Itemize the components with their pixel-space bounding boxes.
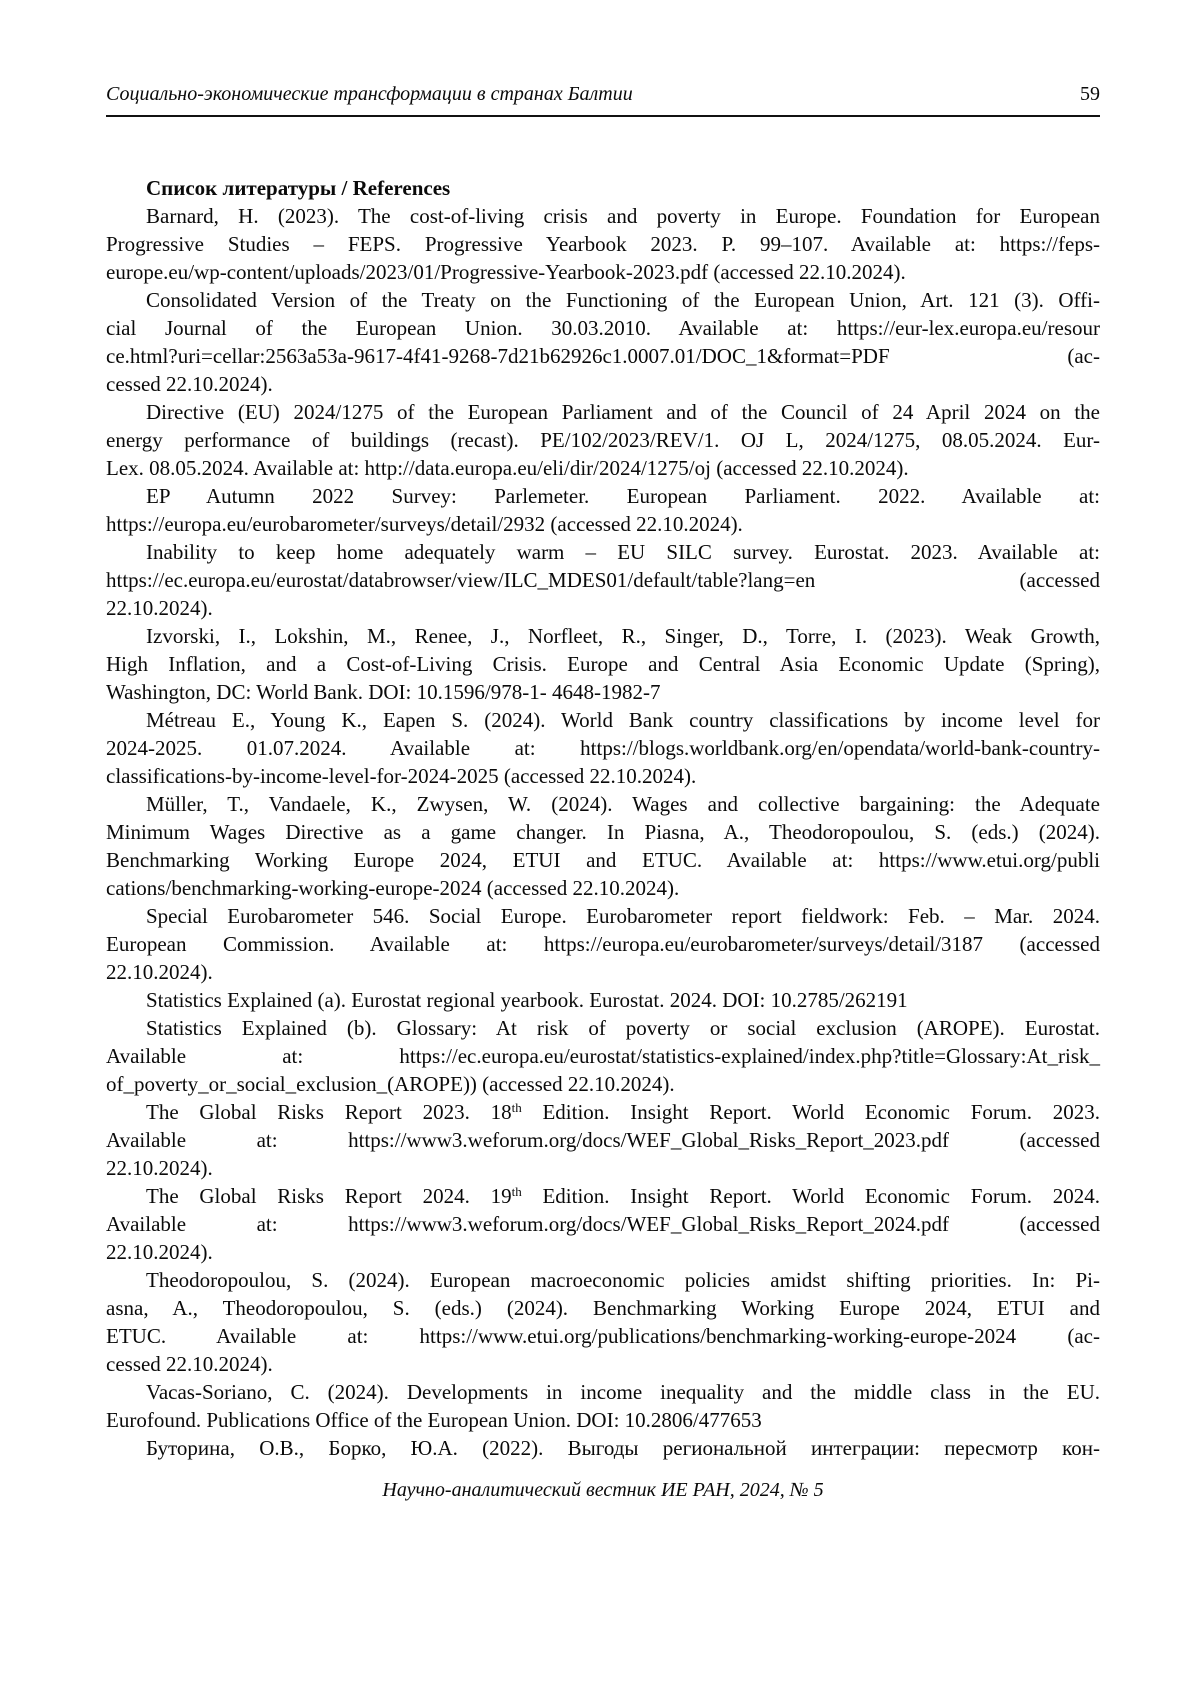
reference-text: Eurofound. Publications Office of the European Union. DOI: 10.2806/477653 xyxy=(106,1408,762,1432)
journal-title: Научно-аналитический вестник ИЕ РАН, 2024, № 5 xyxy=(382,1479,824,1501)
reference-line xyxy=(106,790,1100,818)
reference-text: Special Eurobarometer 546. Social Europe. Eurobarometer report fieldwork: Feb. – Mar. 2024. xyxy=(146,904,1100,928)
reference-text: ETUC. Available at: https://www.etui.org/publications/benchmarking-working-europe-2024 (ac- xyxy=(106,1324,1100,1348)
reference-text: Benchmarking Working Europe 2024, ETUI and ETUC. Available at: https://www.etui.org/publi xyxy=(106,848,1100,872)
reference-text: The Global Risks Report 2024. 19 xyxy=(146,1184,512,1208)
reference-text: 22.10.2024). xyxy=(106,1240,213,1264)
reference-line xyxy=(106,1322,1100,1350)
reference-line xyxy=(106,958,1100,986)
reference-line xyxy=(106,1126,1100,1154)
reference-text: Métreau E., Young K., Eapen S. (2024). World Bank country classifications by income level for xyxy=(146,708,1100,732)
reference-text: Edition. Insight Report. World Economic Forum. 2023. xyxy=(521,1100,1100,1124)
reference-line xyxy=(106,342,1100,370)
reference-line xyxy=(106,930,1100,958)
reference-text: asna, A., Theodoropoulou, S. (eds.) (2024). Benchmarking Working Europe 2024, ETUI and xyxy=(106,1296,1100,1320)
reference-text: cial Journal of the European Union. 30.03.2010. Available at: https://eur-lex.europa.eu/resour xyxy=(106,316,1100,340)
reference-line xyxy=(106,1098,1100,1126)
reference-line xyxy=(106,1014,1100,1042)
page-number: 59 xyxy=(1080,83,1100,105)
superscript-text: th xyxy=(511,1184,522,1199)
reference-text: europe.eu/wp-content/uploads/2023/01/Progressive-Yearbook-2023.pdf (accessed 22.10.2024). xyxy=(106,260,906,284)
reference-line xyxy=(106,1434,1100,1462)
reference-text: Theodoropoulou, S. (2024). European macroeconomic policies amidst shifting priorities. In: Pi- xyxy=(146,1268,1100,1292)
reference-text: Inability to keep home adequately warm – EU SILC survey. Eurostat. 2023. Available at: xyxy=(146,540,1100,564)
reference-item xyxy=(106,902,1100,986)
reference-line xyxy=(106,538,1100,566)
reference-text: 22.10.2024). xyxy=(106,960,213,984)
reference-text: cessed 22.10.2024). xyxy=(106,1352,273,1376)
reference-text: Müller, T., Vandaele, K., Zwysen, W. (2024). Wages and collective bargaining: the Adequate xyxy=(146,792,1100,816)
reference-text: Barnard, H. (2023). The cost-of-living crisis and poverty in Europe. Foundation for European xyxy=(146,204,1100,228)
reference-line xyxy=(106,594,1100,622)
reference-line xyxy=(106,986,1100,1014)
references-list xyxy=(106,202,1100,1462)
reference-line xyxy=(106,398,1100,426)
reference-text: Directive (EU) 2024/1275 of the European Parliament and of the Council of 24 April 2024 on the xyxy=(146,400,1100,424)
reference-text: Edition. Insight Report. World Economic Forum. 2024. xyxy=(521,1184,1100,1208)
reference-text: Consolidated Version of the Treaty on the Functioning of the European Union, Art. 121 (3). Offi- xyxy=(146,288,1100,312)
reference-line xyxy=(106,1238,1100,1266)
reference-text: 2024-2025. 01.07.2024. Available at: https://blogs.worldbank.org/en/opendata/world-bank-country- xyxy=(106,736,1100,760)
reference-item xyxy=(106,538,1100,622)
reference-text: of_poverty_or_social_exclusion_(AROPE)) (accessed 22.10.2024). xyxy=(106,1072,675,1096)
reference-text: High Inflation, and a Cost-of-Living Crisis. Europe and Central Asia Economic Update (Spring), xyxy=(106,652,1100,676)
reference-item xyxy=(106,790,1100,902)
reference-line xyxy=(106,650,1100,678)
reference-line xyxy=(106,622,1100,650)
running-header xyxy=(106,82,1100,106)
page-body xyxy=(106,174,1100,1462)
reference-line xyxy=(106,902,1100,930)
reference-text: Izvorski, I., Lokshin, M., Renee, J., Norfleet, R., Singer, D., Torre, I. (2023). Weak Growth, xyxy=(146,624,1100,648)
reference-line xyxy=(106,1266,1100,1294)
reference-line xyxy=(106,482,1100,510)
reference-item xyxy=(106,1182,1100,1266)
reference-text: cations/benchmarking-working-europe-2024 (accessed 22.10.2024). xyxy=(106,876,680,900)
reference-line xyxy=(106,1294,1100,1322)
reference-text: https://ec.europa.eu/eurostat/databrowser/view/ILC_MDES01/default/table?lang=en (accessed xyxy=(106,568,1100,592)
reference-line xyxy=(106,370,1100,398)
reference-line xyxy=(106,202,1100,230)
reference-line xyxy=(106,1210,1100,1238)
reference-text: Progressive Studies – FEPS. Progressive Yearbook 2023. P. 99–107. Available at: https://feps- xyxy=(106,232,1100,256)
reference-text: Available at: https://ec.europa.eu/eurostat/statistics-explained/index.php?title=Glossary:At_risk_ xyxy=(106,1044,1100,1068)
reference-item xyxy=(106,1014,1100,1098)
reference-line xyxy=(106,1042,1100,1070)
reference-text: EP Autumn 2022 Survey: Parlemeter. European Parliament. 2022. Available at: xyxy=(146,484,1100,508)
reference-line xyxy=(106,818,1100,846)
reference-line xyxy=(106,314,1100,342)
reference-item xyxy=(106,482,1100,538)
reference-text: Available at: https://www3.weforum.org/docs/WEF_Global_Risks_Report_2023.pdf (accessed xyxy=(106,1128,1100,1152)
reference-line xyxy=(106,1350,1100,1378)
reference-text: Minimum Wages Directive as a game changer. In Piasna, A., Theodoropoulou, S. (eds.) (2024). xyxy=(106,820,1100,844)
reference-text: Statistics Explained (b). Glossary: At risk of poverty or social exclusion (AROPE). Eurostat. xyxy=(146,1016,1100,1040)
reference-text: 22.10.2024). xyxy=(106,596,213,620)
reference-line xyxy=(106,286,1100,314)
reference-text: energy performance of buildings (recast). PE/102/2023/REV/1. OJ L, 2024/1275, 08.05.2024. Eur- xyxy=(106,428,1100,452)
reference-line xyxy=(106,454,1100,482)
reference-line xyxy=(106,566,1100,594)
reference-text: Буторина, О.В., Борко, Ю.А. (2022). Выгоды региональной интеграции: пересмотр кон- xyxy=(146,1436,1100,1460)
reference-line xyxy=(106,734,1100,762)
reference-line xyxy=(106,706,1100,734)
reference-item xyxy=(106,1098,1100,1182)
reference-text: The Global Risks Report 2023. 18 xyxy=(146,1100,512,1124)
reference-line xyxy=(106,1378,1100,1406)
superscript-text: th xyxy=(511,1100,522,1115)
reference-line xyxy=(106,1182,1100,1210)
reference-item xyxy=(106,1378,1100,1434)
reference-line xyxy=(106,1406,1100,1434)
reference-text: Vacas-Soriano, C. (2024). Developments in income inequality and the middle class in the EU. xyxy=(146,1380,1100,1404)
header-rule xyxy=(106,115,1100,117)
reference-item xyxy=(106,398,1100,482)
references-heading: Список литературы / References xyxy=(146,176,451,200)
reference-text: https://europa.eu/eurobarometer/surveys/detail/2932 (accessed 22.10.2024). xyxy=(106,512,743,536)
reference-text: Lex. 08.05.2024. Available at: http://data.europa.eu/eli/dir/2024/1275/oj (accessed 22.10.2024). xyxy=(106,456,909,480)
reference-item xyxy=(106,986,1100,1014)
reference-text: 22.10.2024). xyxy=(106,1156,213,1180)
reference-text: ce.html?uri=cellar:2563a53a-9617-4f41-9268-7d21b62926c1.0007.01/DOC_1&format=PDF (ac- xyxy=(106,344,1100,368)
reference-text: cessed 22.10.2024). xyxy=(106,372,273,396)
reference-item xyxy=(106,622,1100,706)
reference-text: classifications-by-income-level-for-2024-2025 (accessed 22.10.2024). xyxy=(106,764,697,788)
reference-line xyxy=(106,874,1100,902)
reference-line xyxy=(106,230,1100,258)
reference-text: Available at: https://www3.weforum.org/docs/WEF_Global_Risks_Report_2024.pdf (accessed xyxy=(106,1212,1100,1236)
reference-item xyxy=(106,202,1100,286)
reference-line xyxy=(106,1154,1100,1182)
reference-line xyxy=(106,426,1100,454)
reference-line xyxy=(106,1070,1100,1098)
reference-item xyxy=(106,1434,1100,1462)
reference-line xyxy=(106,258,1100,286)
reference-line xyxy=(106,510,1100,538)
reference-line xyxy=(106,762,1100,790)
reference-text: Washington, DC: World Bank. DOI: 10.1596/978-1- 4648-1982-7 xyxy=(106,680,661,704)
reference-line xyxy=(106,846,1100,874)
running-title: Социально-экономические трансформации в странах Балтии xyxy=(106,83,633,105)
reference-item xyxy=(106,1266,1100,1378)
reference-line xyxy=(106,678,1100,706)
reference-text: Statistics Explained (a). Eurostat regional yearbook. Eurostat. 2024. DOI: 10.2785/262191 xyxy=(146,988,908,1012)
reference-item xyxy=(106,286,1100,398)
reference-item xyxy=(106,706,1100,790)
reference-text: European Commission. Available at: https://europa.eu/eurobarometer/surveys/detail/3187 (accessed xyxy=(106,932,1100,956)
page-footer xyxy=(106,1477,1100,1503)
